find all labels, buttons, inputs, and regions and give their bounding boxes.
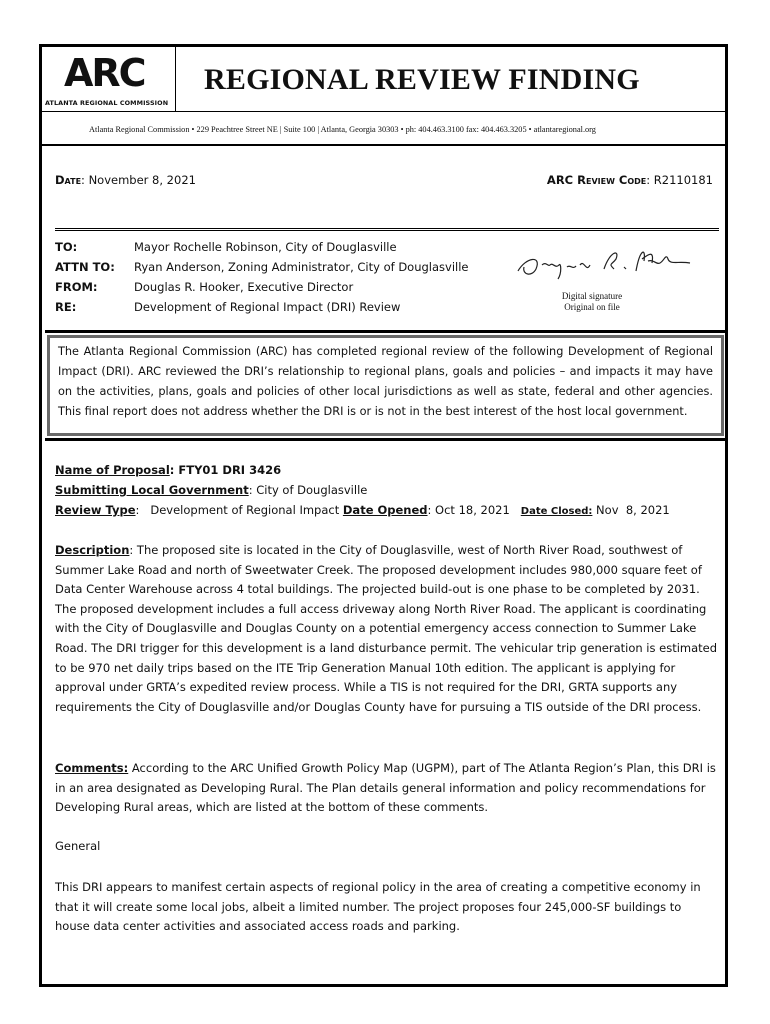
review-code-label: ARC Review Code xyxy=(546,173,647,187)
address-divider xyxy=(42,144,725,146)
memo-row-re xyxy=(55,297,469,317)
comments-paragraph xyxy=(55,759,719,818)
signature-caption xyxy=(532,291,652,313)
document-frame xyxy=(39,44,728,987)
header-divider xyxy=(42,111,725,112)
comments-label: Comments: xyxy=(55,761,129,775)
from-value: Douglas R. Hooker, Executive Director xyxy=(134,280,354,294)
signature-image xyxy=(512,243,702,289)
review-type-line xyxy=(55,500,719,522)
review-type-value: : Development of Regional Impact xyxy=(135,503,343,517)
proposal-details xyxy=(55,460,719,522)
review-code-value: : R2110181 xyxy=(646,173,713,187)
submitting-gov-value: : City of Douglasville xyxy=(248,483,368,497)
re-value: Development of Regional Impact (DRI) Review xyxy=(134,300,401,314)
date-value: : November 8, 2021 xyxy=(81,173,196,187)
memo-row-to xyxy=(55,237,469,257)
arc-logo xyxy=(42,47,176,111)
proposal-name-value: : FTY01 DRI 3426 xyxy=(169,463,282,477)
attn-label: ATTN TO: xyxy=(55,260,115,274)
memo-divider xyxy=(55,228,719,231)
memo-row-from xyxy=(55,277,469,297)
from-label: FROM: xyxy=(55,280,98,294)
date-opened-value: : Oct 18, 2021 xyxy=(427,503,521,517)
to-label: TO: xyxy=(55,240,78,254)
description-paragraph xyxy=(55,541,719,717)
memo-block xyxy=(55,237,469,317)
summary-box xyxy=(45,330,726,441)
date-opened-label: Date Opened xyxy=(342,503,428,517)
logo-mark: ARC xyxy=(64,51,145,95)
signature-caption-line1: Digital signature xyxy=(561,291,623,301)
to-value: Mayor Rochelle Robinson, City of Douglasville xyxy=(134,240,397,254)
comments-text: According to the ARC Unified Growth Policy Map (UGPM), part of The Atlanta Region’s Plan, this DRI is in an area designated as Developing Rural. The Plan details general information and policy recommendations for Developing Rural areas, which are listed at the bottom of these comments. xyxy=(55,761,716,815)
date-line xyxy=(55,173,196,187)
general-heading: General xyxy=(55,839,101,853)
signature-caption-line2: Original on file xyxy=(564,302,620,312)
date-closed-value: Nov 8, 2021 xyxy=(592,503,670,517)
description-label: Description xyxy=(55,543,130,557)
submitting-gov-label: Submitting Local Government xyxy=(55,483,249,497)
review-code-line xyxy=(547,173,713,187)
proposal-name-line xyxy=(55,460,719,480)
memo-row-attn xyxy=(55,257,469,277)
submitting-gov-line xyxy=(55,480,719,500)
policy-paragraph: This DRI appears to manifest certain aspects of regional policy in the area of creating a competitive economy in that it will create some local jobs, albeit a limited number. The project proposes four 245,000-SF buildings to house data center activities and associated access roads and parking. xyxy=(55,880,701,934)
review-type-label: Review Type xyxy=(55,503,136,517)
summary-text: The Atlanta Regional Commission (ARC) has completed regional review of the following Development of Regional Impact (DRI). ARC reviewed the DRI’s relationship to regional plans, goals and policies – and impacts it may have on the activities, plans, goals and policies of other local jurisdictions as well as state, federal and other agencies. This final report does not address whether the DRI is or is not in the best interest of the host local government. xyxy=(47,335,724,436)
description-text: : The proposed site is located in the City of Douglasville, west of North River Road, southwest of Summer Lake Road and north of Sweetwater Creek. The proposed development includes 980,000 square feet of Data Center Warehouse across 4 total buildings. The projected build-out is one phase to be completed by 2031. The proposed development includes a full access driveway along North River Road. The applicant is coordinating with the City of Douglasville and Douglas County on a potential emergency access connection to Summer Lake Road. The DRI trigger for this development is a land disturbance permit. The vehicular trip generation is estimated to be 970 net daily trips based on the ITE Trip Generation Manual 10th edition. The applicant is applying for approval under GRTA’s expedited review process. While a TIS is not required for the DRI, GRTA supports any requirements the City of Douglasville and/or Douglas County have for pursuing a TIS outside of the DRI process. xyxy=(55,543,718,714)
date-closed-label: Date Closed: xyxy=(520,506,593,517)
date-label: Date xyxy=(55,173,82,187)
page-title: REGIONAL REVIEW FINDING xyxy=(204,63,640,96)
address-line: Atlanta Regional Commission • 229 Peachtree Street NE | Suite 100 | Atlanta, Georgia 30303 • ph: 404.463.3100 fax: 404.463.3205 • atlantaregional.org xyxy=(89,125,596,134)
attn-value: Ryan Anderson, Zoning Administrator, City of Douglasville xyxy=(134,260,469,274)
logo-subtitle: ATLANTA REGIONAL COMMISSION xyxy=(45,99,169,107)
proposal-name-label: Name of Proposal xyxy=(55,463,170,477)
re-label: RE: xyxy=(55,300,77,314)
